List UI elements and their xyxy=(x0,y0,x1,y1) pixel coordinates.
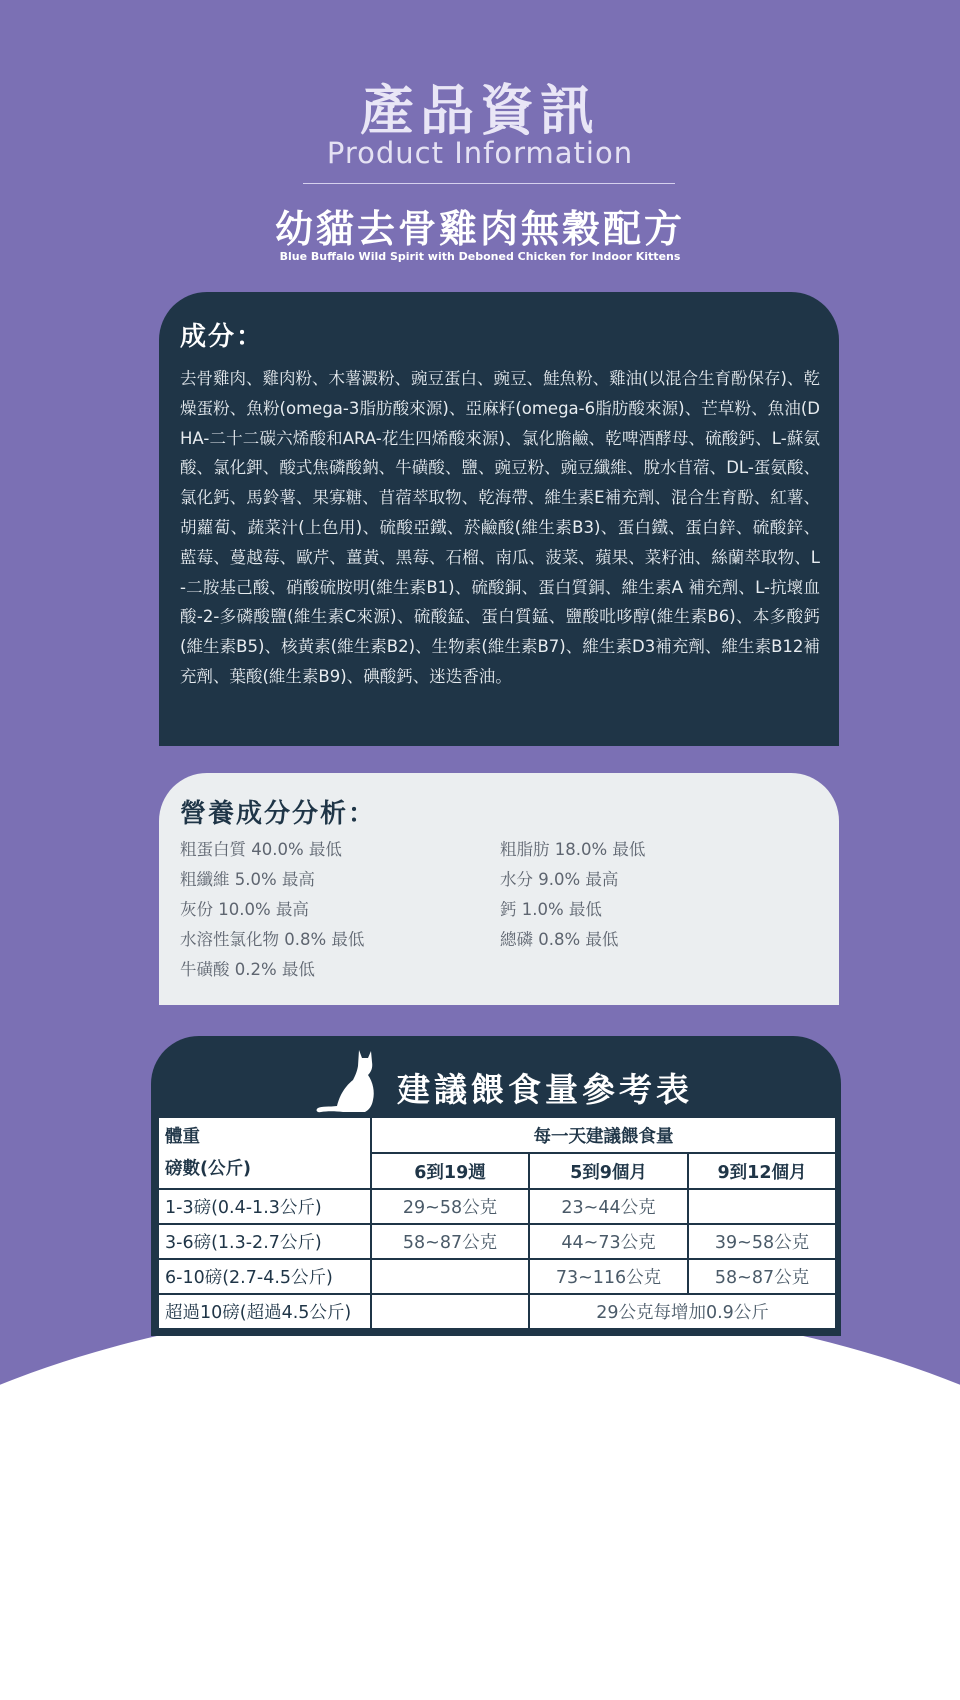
weight-cell: 超過10磅(超過4.5公斤) xyxy=(158,1294,371,1329)
amount-cell: 58~87公克 xyxy=(688,1259,836,1294)
bottom-white-curve xyxy=(0,1300,960,1700)
amount-cell-span: 29公克每增加0.9公斤 xyxy=(529,1294,836,1329)
age-col-header: 5到9個月 xyxy=(529,1153,688,1189)
amount-cell: 73~116公克 xyxy=(529,1259,688,1294)
nutrition-item: 灰份 10.0% 最高 xyxy=(180,900,309,919)
nutrition-label: 營養成分分析： xyxy=(180,799,377,829)
weight-header-line-1: 體重 xyxy=(165,1127,200,1147)
nutrition-item: 水溶性氯化物 0.8% 最低 xyxy=(180,930,365,949)
ingredients-panel xyxy=(159,292,839,746)
daily-amount-header: 每一天建議餵食量 xyxy=(371,1117,836,1153)
product-name-english: Blue Buffalo Wild Spirit with Deboned Chicken for Indoor Kittens xyxy=(279,250,681,263)
nutrition-item: 總磷 0.8% 最低 xyxy=(500,930,619,949)
amount-cell xyxy=(688,1189,836,1224)
amount-cell: 39~58公克 xyxy=(688,1224,836,1259)
nutrition-right-column xyxy=(500,835,645,955)
feeding-panel xyxy=(151,1036,841,1336)
weight-cell: 3-6磅(1.3-2.7公斤) xyxy=(158,1224,371,1259)
cat-silhouette-icon xyxy=(313,1048,383,1114)
feeding-header xyxy=(151,1036,841,1116)
nutrition-item: 粗纖維 5.0% 最高 xyxy=(180,870,315,889)
amount-cell xyxy=(371,1294,529,1329)
weight-header xyxy=(158,1117,371,1189)
age-col-header: 6到19週 xyxy=(371,1153,529,1189)
feeding-table xyxy=(157,1116,837,1330)
weight-cell: 1-3磅(0.4-1.3公斤) xyxy=(158,1189,371,1224)
nutrition-item: 牛磺酸 0.2% 最低 xyxy=(180,960,315,979)
ingredients-label: 成分： xyxy=(180,322,265,352)
table-row xyxy=(158,1294,836,1329)
table-row xyxy=(158,1189,836,1224)
product-name: 幼貓去骨雞肉無穀配方 xyxy=(274,207,685,251)
weight-cell: 6-10磅(2.7-4.5公斤) xyxy=(158,1259,371,1294)
nutrition-panel xyxy=(159,773,839,1005)
age-col-header: 9到12個月 xyxy=(688,1153,836,1189)
ingredients-text: 去骨雞肉、雞肉粉、木薯澱粉、豌豆蛋白、豌豆、鮭魚粉、雞油(以混合生育酚保存)、乾燥蛋粉、魚粉(omega-3脂肪酸來源)、亞麻籽(omega-6脂肪酸來源)、芒草粉、魚油(DHA-二十二碳六烯酸和ARA-花生四烯酸來源)、氯化膽鹼、乾啤酒酵母、硫酸鈣、L-蘇氨酸、氯化鉀、酸式焦磷酸鈉、牛磺酸、鹽、豌豆粉、豌豆纖維、脫水苜蓿、DL-蛋氨酸、氯化鈣、馬鈴薯、果寡糖、苜蓿萃取物、乾海帶、維生素E補充劑、混合生育酚、紅薯、胡蘿蔔、蔬菜汁(上色用)、硫酸亞鐵、菸鹼酸(維生素B3)、蛋白鐵、蛋白鋅、硫酸鋅、藍莓、蔓越莓、歐芹、薑黃、黑莓、石榴、南瓜、菠菜、蘋果、菜籽油、絲蘭萃取物、L-二胺基己酸、硝酸硫胺明(維生素B1)、硫酸銅、蛋白質銅、維生素A 補充劑、L-抗壞血酸-2-多磷酸鹽(維生素C來源)、硫酸錳、蛋白質錳、鹽酸吡哆醇(維生素B6)、本多酸鈣(維生素B5)、核黃素(維生素B2)、生物素(維生素B7)、維生素D3補充劑、維生素B12補充劑、葉酸(維生素B9)、碘酸鈣、迷迭香油。 xyxy=(180,369,820,686)
amount-cell: 23~44公克 xyxy=(529,1189,688,1224)
table-row xyxy=(158,1224,836,1259)
page-subtitle: Product Information xyxy=(326,136,634,170)
amount-cell: 44~73公克 xyxy=(529,1224,688,1259)
amount-cell: 58~87公克 xyxy=(371,1224,529,1259)
page-title: 產品資訊 xyxy=(360,79,600,142)
table-row xyxy=(158,1259,836,1294)
weight-header-line-2: 磅數(公斤) xyxy=(165,1159,251,1179)
nutrition-item: 粗蛋白質 40.0% 最低 xyxy=(180,840,342,859)
header-divider xyxy=(303,183,675,184)
amount-cell: 29~58公克 xyxy=(371,1189,529,1224)
nutrition-item: 粗脂肪 18.0% 最低 xyxy=(500,840,646,859)
nutrition-item: 鈣 1.0% 最低 xyxy=(500,900,602,919)
feeding-title: 建議餵食量參考表 xyxy=(397,1070,693,1109)
amount-cell xyxy=(371,1259,529,1294)
nutrition-item: 水分 9.0% 最高 xyxy=(500,870,619,889)
nutrition-left-column xyxy=(180,835,364,985)
